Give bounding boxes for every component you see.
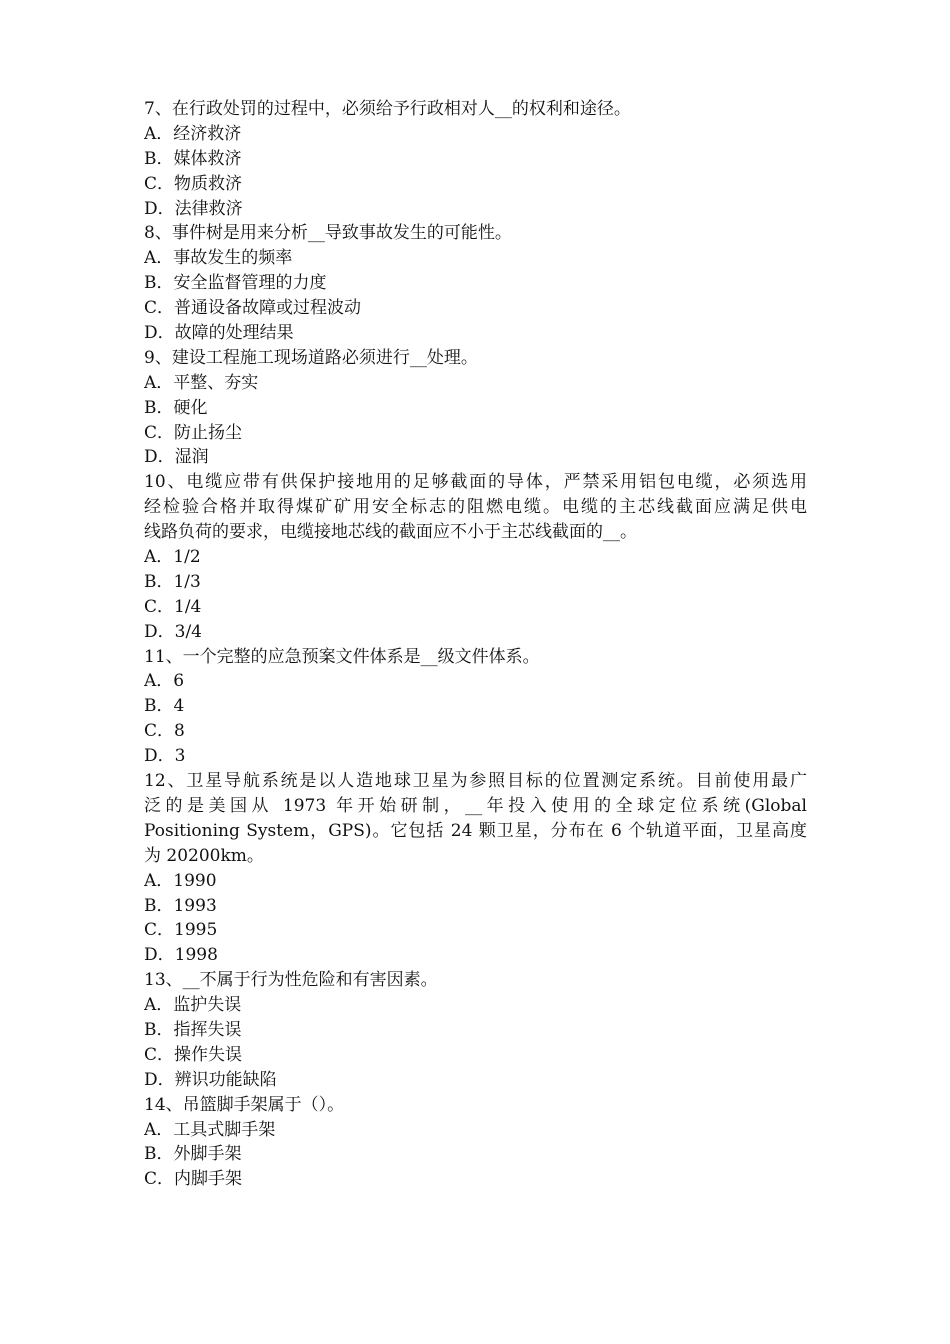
question-10 xyxy=(144,470,807,644)
option-b: B．安全监督管理的力度 xyxy=(144,273,327,294)
option-d: D．1998 xyxy=(144,945,218,966)
option-a: A．工具式脚手架 xyxy=(144,1119,276,1140)
option-b: B．1993 xyxy=(144,895,217,916)
option-b: B．媒体救济 xyxy=(144,148,242,169)
question-text: 13、__不属于行为性危险和有害因素。 xyxy=(144,970,438,991)
option-a: A．事故发生的频率 xyxy=(144,248,293,269)
option-c: C．8 xyxy=(144,721,185,742)
option-d: D．法律救济 xyxy=(144,198,243,219)
option-c: C．操作失误 xyxy=(144,1044,243,1065)
question-text: 14、吊篮脚手架属于（）。 xyxy=(144,1094,345,1115)
question-7 xyxy=(144,97,807,221)
option-a: A．1/2 xyxy=(144,547,201,568)
option-b: B．1/3 xyxy=(144,571,201,592)
option-b: B．指挥失误 xyxy=(144,1019,242,1040)
option-a: A．1990 xyxy=(144,870,217,891)
question-9 xyxy=(144,346,807,470)
option-d: D．湿润 xyxy=(144,447,209,468)
question-14 xyxy=(144,1093,807,1193)
option-c: C．1/4 xyxy=(144,596,202,617)
option-c: C．普通设备故障或过程波动 xyxy=(144,298,362,319)
document-page xyxy=(144,97,807,1192)
option-b: B．硬化 xyxy=(144,397,208,418)
question-text-line-4: 为 20200km。 xyxy=(144,845,264,866)
question-text-line-3: 线路负荷的要求，电缆接地芯线的截面应不小于主芯线截面的__。 xyxy=(144,522,637,543)
question-text: 8、事件树是用来分析__导致事故发生的可能性。 xyxy=(144,223,512,244)
option-c: C．1995 xyxy=(144,920,218,941)
question-text: 9、建设工程施工现场道路必须进行__处理。 xyxy=(144,347,478,368)
question-text: 7、在行政处罚的过程中，必须给予行政相对人__的权利和途径。 xyxy=(144,99,631,119)
question-text-line-2: 泛的是美国从 1973 年开始研制，__年投入使用的全球定位系统(Global xyxy=(144,795,807,816)
question-11 xyxy=(144,645,807,769)
option-d: D．故障的处理结果 xyxy=(144,323,294,344)
question-text-line-1: 10、电缆应带有供保护接地用的足够截面的导体，严禁采用铝包电缆，必须选用 xyxy=(144,472,807,493)
question-13 xyxy=(144,968,807,1092)
option-b: B．4 xyxy=(144,696,185,717)
option-c: C．内脚手架 xyxy=(144,1169,243,1190)
option-d: D．3/4 xyxy=(144,621,202,642)
question-12 xyxy=(144,769,807,968)
option-d: D．3 xyxy=(144,746,186,767)
option-a: A．监护失误 xyxy=(144,995,242,1016)
option-b: B．外脚手架 xyxy=(144,1144,242,1165)
option-a: A．平整、夯实 xyxy=(144,372,259,393)
option-a: A．经济救济 xyxy=(144,123,242,144)
question-text-line-1: 12、卫星导航系统是以人造地球卫星为参照目标的位置测定系统。目前使用最广 xyxy=(144,771,807,792)
question-text-line-3: Positioning System，GPS)。它包括 24 颗卫星，分布在 6 个轨道平面，卫星高度 xyxy=(144,820,807,841)
question-text-line-2: 经检验合格并取得煤矿矿用安全标志的阻燃电缆。电缆的主芯线截面应满足供电 xyxy=(144,497,807,518)
question-text: 11、一个完整的应急预案文件体系是__级文件体系。 xyxy=(144,646,540,667)
option-c: C．防止扬尘 xyxy=(144,422,243,443)
option-c: C．物质救济 xyxy=(144,173,243,194)
option-a: A．6 xyxy=(144,671,185,692)
option-d: D．辨识功能缺陷 xyxy=(144,1069,277,1090)
question-8 xyxy=(144,221,807,345)
